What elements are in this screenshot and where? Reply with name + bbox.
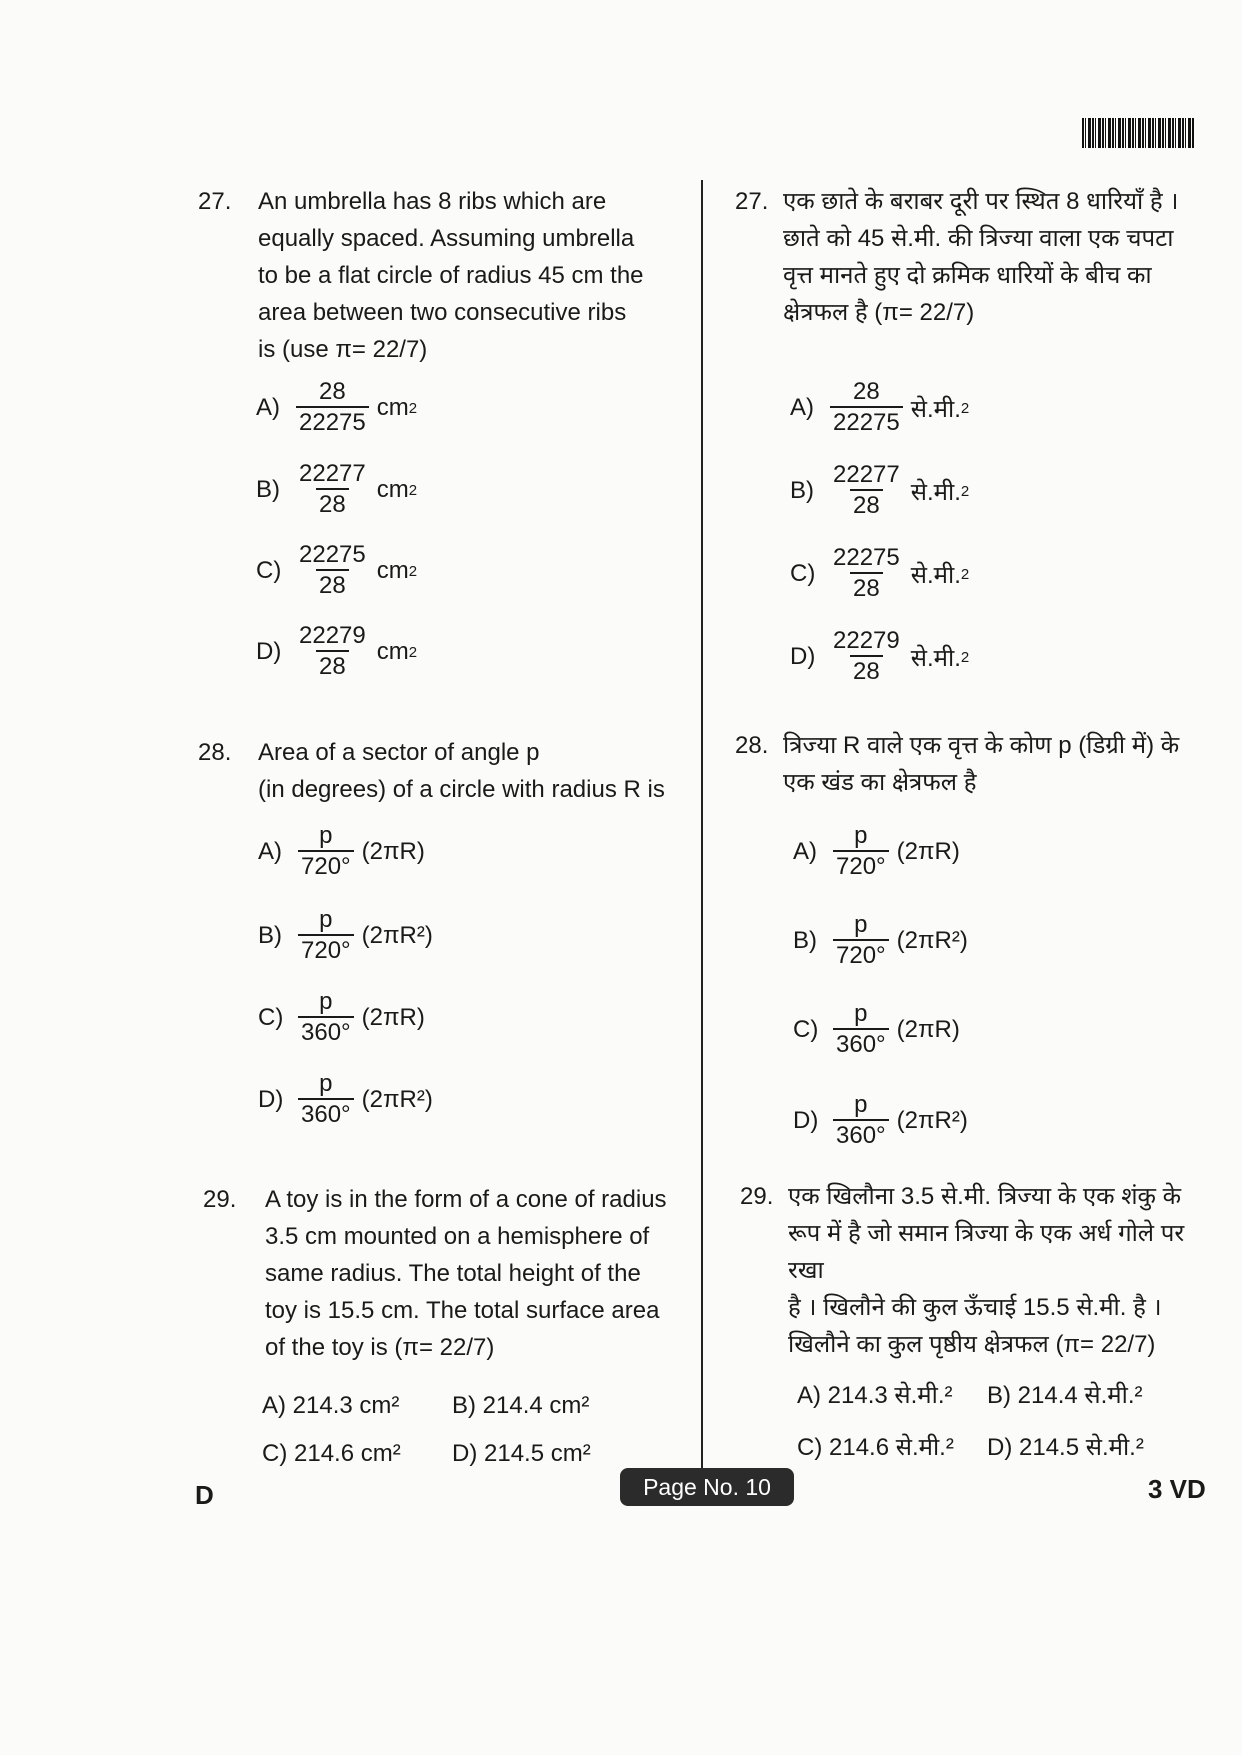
question-line: वृत्त मानते हुए दो क्रमिक धारियों के बीच का [783, 262, 1152, 289]
denominator: 22275 [296, 406, 369, 438]
option-b[interactable]: B) $\frac{22277}{28}$ से.मी. 2 [790, 461, 970, 519]
fraction [298, 822, 354, 882]
denominator: 28 [850, 489, 883, 521]
column-divider [701, 180, 703, 1480]
option-label: D) [256, 638, 282, 665]
fraction [298, 906, 354, 966]
option-a[interactable]: A) $\frac{28}{22275}$ cm 2 [256, 378, 418, 436]
question-number: 29. [740, 1183, 774, 1210]
numerator: p [319, 906, 333, 933]
question-line: रूप में है जो समान त्रिज्या के एक अर्ध गोले पर रखा [788, 1220, 1185, 1284]
question-line: A toy is in the form of a cone of radius [265, 1186, 667, 1213]
option-label: B) [793, 927, 817, 954]
option-d[interactable] [793, 1091, 968, 1151]
denominator: 720° [833, 850, 889, 882]
expression: (2πR) [361, 838, 425, 865]
question-line: area between two consecutive ribs [258, 299, 627, 326]
fraction [830, 461, 903, 521]
unit: से.मी. [910, 395, 961, 423]
option-label: C) [258, 1004, 284, 1031]
expression: (2πR) [896, 838, 960, 865]
option-label: A) [793, 838, 817, 865]
fraction [296, 541, 369, 601]
booklet-series: D [195, 1480, 214, 1510]
option-label: C) [793, 1016, 819, 1043]
unit: cm [376, 394, 409, 421]
numerator: p [854, 1000, 868, 1027]
option-c[interactable] [793, 1000, 960, 1060]
numerator: p [319, 822, 333, 849]
question-number: 28. [198, 739, 232, 766]
unit: से.मी. [910, 478, 961, 506]
denominator: 22275 [830, 406, 903, 438]
fraction [833, 1000, 889, 1060]
question-line: An umbrella has 8 ribs which are [258, 188, 607, 215]
option-label: A) [790, 394, 814, 421]
question-line: क्षेत्रफल है (π= 22/7) [783, 299, 975, 326]
option-c[interactable]: C) 214.6 से.मी.² [797, 1434, 954, 1461]
expression: (2πR) [361, 1004, 425, 1031]
question-line: (in degrees) of a circle with radius R is [258, 776, 665, 803]
option-label: A) [256, 394, 280, 421]
denominator: 720° [298, 934, 354, 966]
expression: (2πR²) [896, 927, 968, 954]
option-a[interactable]: A) 214.3 से.मी.² [797, 1382, 953, 1409]
fraction [830, 378, 903, 438]
option-label: B) [790, 477, 814, 504]
unit: cm [376, 557, 409, 584]
question-line: Area of a sector of angle p [258, 739, 540, 766]
option-label: D) [258, 1086, 284, 1113]
question-line: एक खिलौना 3.5 से.मी. त्रिज्या के एक शंकु के [788, 1183, 1182, 1210]
unit: से.मी. [910, 644, 961, 672]
expression: (2πR²) [361, 1086, 433, 1113]
numerator: 22275 [299, 541, 366, 568]
unit: से.मी. [910, 561, 961, 589]
unit: cm [376, 476, 409, 503]
option-d[interactable]: D) $\frac{22279}{28}$ cm 2 [256, 622, 418, 680]
question-line: त्रिज्या R वाले एक वृत्त के कोण p (डिग्री में) के [783, 732, 1180, 759]
numerator: p [854, 822, 868, 849]
option-a[interactable] [793, 822, 960, 882]
option-b[interactable] [258, 906, 433, 966]
option-label: C) [790, 560, 816, 587]
question-line: 3.5 cm mounted on a hemisphere of [265, 1223, 650, 1250]
option-a[interactable]: A) $\frac{28}{22275}$ से.मी. 2 [790, 378, 970, 436]
numerator: p [854, 911, 868, 938]
fraction [830, 544, 903, 604]
question-number: 28. [735, 732, 769, 759]
option-c[interactable]: C) 214.6 cm² [262, 1440, 401, 1467]
question-line: of the toy is (π= 22/7) [265, 1334, 495, 1361]
question-line: toy is 15.5 cm. The total surface area [265, 1297, 660, 1324]
option-d[interactable] [258, 1070, 433, 1130]
option-b[interactable]: B) 214.4 से.मी.² [987, 1382, 1143, 1409]
expression: (2πR) [896, 1016, 960, 1043]
unit: cm [376, 638, 409, 665]
option-d[interactable]: D) $\frac{22279}{28}$ से.मी. 2 [790, 627, 970, 685]
option-label: C) [256, 557, 282, 584]
option-c[interactable]: C) $\frac{22275}{28}$ से.मी. 2 [790, 544, 970, 602]
denominator: 360° [833, 1119, 889, 1151]
fraction [296, 622, 369, 682]
option-label: D) [790, 643, 816, 670]
option-c[interactable] [258, 988, 425, 1048]
denominator: 28 [316, 650, 349, 682]
numerator: 22277 [299, 460, 366, 487]
option-b[interactable] [793, 911, 968, 971]
page-number: Page No. 10 [620, 1468, 794, 1506]
option-d[interactable]: D) 214.5 से.मी.² [987, 1434, 1144, 1461]
denominator: 720° [298, 850, 354, 882]
denominator: 28 [850, 572, 883, 604]
fraction [298, 988, 354, 1048]
option-b[interactable]: B) $\frac{22277}{28}$ cm 2 [256, 460, 418, 518]
question-number: 27. [198, 188, 232, 215]
question-line: छाते को 45 से.मी. की त्रिज्या वाला एक चपटा [783, 225, 1174, 252]
numerator: 22279 [299, 622, 366, 649]
question-line: to be a flat circle of radius 45 cm the [258, 262, 644, 289]
option-c[interactable]: C) $\frac{22275}{28}$ cm 2 [256, 541, 418, 599]
denominator: 28 [850, 655, 883, 687]
fraction [298, 1070, 354, 1130]
denominator: 720° [833, 939, 889, 971]
denominator: 28 [316, 488, 349, 520]
fraction [833, 822, 889, 882]
numerator: p [319, 1070, 333, 1097]
option-b[interactable]: B) 214.4 cm² [452, 1392, 590, 1419]
question-number: 27. [735, 188, 769, 215]
option-d[interactable]: D) 214.5 cm² [452, 1440, 591, 1467]
question-line: equally spaced. Assuming umbrella [258, 225, 635, 252]
numerator: 22277 [833, 461, 900, 488]
question-line: एक छाते के बराबर दूरी पर स्थित 8 धारियाँ है । [783, 188, 1179, 215]
fraction [296, 460, 369, 520]
question-line: is (use π= 22/7) [258, 336, 428, 363]
fraction [296, 378, 369, 438]
question-number: 29. [203, 1186, 237, 1213]
numerator: 22279 [833, 627, 900, 654]
numerator: 22275 [833, 544, 900, 571]
question-line: एक खंड का क्षेत्रफल है [783, 769, 977, 796]
denominator: 360° [298, 1098, 354, 1130]
expression: (2πR²) [896, 1107, 968, 1134]
question-line: same radius. The total height of the [265, 1260, 641, 1287]
numerator: 28 [319, 378, 346, 405]
paper-code: 3 VD [1148, 1474, 1206, 1504]
option-label: B) [258, 922, 282, 949]
denominator: 28 [316, 569, 349, 601]
option-a[interactable]: A) 214.3 cm² [262, 1392, 400, 1419]
question-line: है । खिलौने की कुल ऊँचाई 15.5 से.मी. है । [788, 1294, 1162, 1321]
option-label: D) [793, 1107, 819, 1134]
numerator: p [319, 988, 333, 1015]
fraction [833, 911, 889, 971]
question-line: खिलौने का कुल पृष्ठीय क्षेत्रफल (π= 22/7) [788, 1331, 1156, 1358]
expression: (2πR²) [361, 922, 433, 949]
fraction [830, 627, 903, 687]
option-label: A) [258, 838, 282, 865]
denominator: 360° [833, 1028, 889, 1060]
denominator: 360° [298, 1016, 354, 1048]
option-a[interactable] [258, 822, 425, 882]
option-label: B) [256, 476, 280, 503]
fraction [833, 1091, 889, 1151]
barcode [1082, 118, 1194, 148]
numerator: p [854, 1091, 868, 1118]
numerator: 28 [853, 378, 880, 405]
